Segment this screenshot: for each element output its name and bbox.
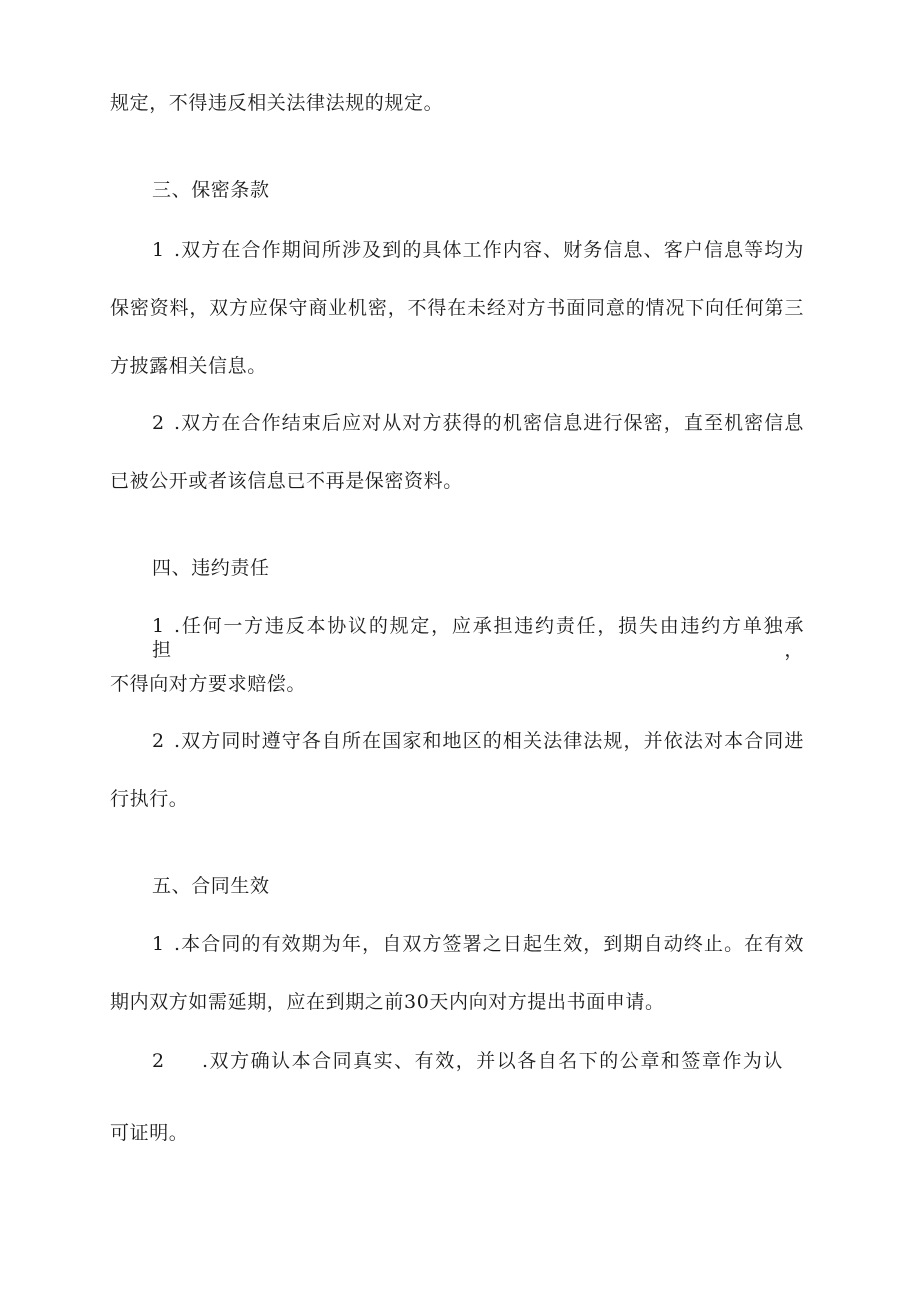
clause-3-2-line-1 bbox=[152, 411, 804, 435]
clause-number: 1 bbox=[152, 239, 165, 261]
section-heading-liability: 四、违约责任 bbox=[152, 557, 270, 579]
clause-number: 2 bbox=[152, 1050, 165, 1072]
clause-number: 2 bbox=[152, 412, 165, 434]
clause-text: .双方在合作结束后应对从对方获得的机密信息进行保密，直至机密信息 bbox=[174, 412, 804, 434]
clause-3-2-line-2: 已被公开或者该信息已不再是保密资料。 bbox=[110, 470, 463, 492]
clause-text: .任何一方违反本协议的规定，应承担违约责任，损失由违约方单独承担， bbox=[152, 615, 804, 661]
clause-text: .本合同的有效期为年，自双方签署之日起生效，到期自动终止。在有效 bbox=[174, 933, 804, 955]
clause-number: 1 bbox=[152, 933, 165, 955]
clause-5-2-line-2: 可证明。 bbox=[110, 1122, 189, 1144]
clause-4-1-line-2: 不得向对方要求赔偿。 bbox=[110, 673, 307, 695]
clause-number: 1 bbox=[152, 615, 165, 637]
clause-4-2-line-1 bbox=[152, 729, 804, 753]
clause-5-2-line-1 bbox=[152, 1049, 783, 1073]
clause-text: .双方确认本合同真实、有效，并以各自名下的公章和签章作为认 bbox=[202, 1050, 783, 1072]
clause-3-1-line-1 bbox=[152, 238, 804, 262]
clause-4-1-line-1 bbox=[152, 614, 804, 662]
clause-3-1-line-3: 方披露相关信息。 bbox=[110, 355, 267, 377]
clause-4-2-line-2: 行执行。 bbox=[110, 788, 189, 810]
clause-text: .双方同时遵守各自所在国家和地区的相关法律法规，并依法对本合同进 bbox=[174, 730, 804, 752]
clause-text: .双方在合作期间所涉及到的具体工作内容、财务信息、客户信息等均为 bbox=[174, 239, 804, 261]
clause-number: 2 bbox=[152, 730, 165, 752]
section-heading-confidentiality: 三、保密条款 bbox=[152, 179, 270, 201]
paragraph-continuation: 规定，不得违反相关法律法规的规定。 bbox=[110, 92, 444, 114]
clause-3-1-line-2: 保密资料，双方应保守商业机密，不得在未经对方书面同意的情况下向任何第三 bbox=[110, 297, 804, 319]
clause-5-1-line-2: 期内双方如需延期，应在到期之前30天内向对方提出书面申请。 bbox=[110, 991, 665, 1013]
section-heading-effectiveness: 五、合同生效 bbox=[152, 875, 270, 897]
clause-5-1-line-1 bbox=[152, 932, 804, 956]
